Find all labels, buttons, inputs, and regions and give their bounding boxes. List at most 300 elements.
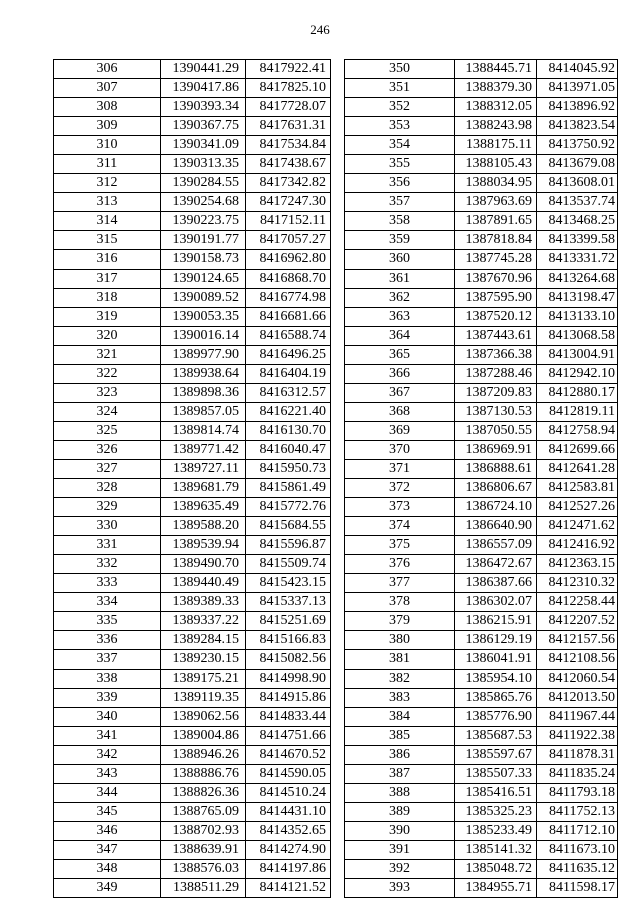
- point-number-cell: 374: [345, 517, 455, 536]
- x-coordinate-cell: 1390417.86: [161, 79, 246, 98]
- point-number-cell: 346: [54, 821, 161, 840]
- table-row: [345, 60, 618, 79]
- point-number-cell: 308: [54, 98, 161, 117]
- table-row: [54, 231, 331, 250]
- point-number-cell: 310: [54, 136, 161, 155]
- x-coordinate-cell: 1389814.74: [161, 421, 246, 440]
- table-row: [54, 879, 331, 898]
- y-coordinate-cell: 8412108.56: [537, 650, 618, 669]
- point-number-cell: 388: [345, 783, 455, 802]
- x-coordinate-cell: 1389389.33: [161, 593, 246, 612]
- table-row: [345, 555, 618, 574]
- table-row: [345, 326, 618, 345]
- table-row: [345, 364, 618, 383]
- x-coordinate-cell: 1390089.52: [161, 288, 246, 307]
- table-row: [345, 136, 618, 155]
- point-number-cell: 342: [54, 745, 161, 764]
- x-coordinate-cell: 1388946.26: [161, 745, 246, 764]
- table-row: [54, 307, 331, 326]
- point-number-cell: 311: [54, 155, 161, 174]
- point-number-cell: 368: [345, 402, 455, 421]
- table-row: [345, 859, 618, 878]
- y-coordinate-cell: 8412310.32: [537, 574, 618, 593]
- x-coordinate-cell: 1389727.11: [161, 459, 246, 478]
- x-coordinate-cell: 1386129.19: [455, 631, 537, 650]
- table-row: [345, 593, 618, 612]
- y-coordinate-cell: 8411752.13: [537, 802, 618, 821]
- x-coordinate-cell: 1390254.68: [161, 193, 246, 212]
- x-coordinate-cell: 1386302.07: [455, 593, 537, 612]
- x-coordinate-cell: 1389230.15: [161, 650, 246, 669]
- y-coordinate-cell: 8412258.44: [537, 593, 618, 612]
- y-coordinate-cell: 8413399.58: [537, 231, 618, 250]
- point-number-cell: 313: [54, 193, 161, 212]
- table-row: [54, 631, 331, 650]
- x-coordinate-cell: 1385048.72: [455, 859, 537, 878]
- x-coordinate-cell: 1385141.32: [455, 840, 537, 859]
- table-row: [345, 650, 618, 669]
- point-number-cell: 328: [54, 479, 161, 498]
- point-number-cell: 364: [345, 326, 455, 345]
- table-row: [54, 669, 331, 688]
- point-number-cell: 366: [345, 364, 455, 383]
- table-row: [345, 307, 618, 326]
- point-number-cell: 355: [345, 155, 455, 174]
- x-coordinate-cell: 1388886.76: [161, 764, 246, 783]
- y-coordinate-cell: 8412060.54: [537, 669, 618, 688]
- x-coordinate-cell: 1387670.96: [455, 269, 537, 288]
- point-number-cell: 381: [345, 650, 455, 669]
- x-coordinate-cell: 1390016.14: [161, 326, 246, 345]
- x-coordinate-cell: 1387963.69: [455, 193, 537, 212]
- point-number-cell: 326: [54, 440, 161, 459]
- x-coordinate-cell: 1385233.49: [455, 821, 537, 840]
- y-coordinate-cell: 8416040.47: [246, 440, 331, 459]
- point-number-cell: 319: [54, 307, 161, 326]
- x-coordinate-cell: 1388702.93: [161, 821, 246, 840]
- y-coordinate-cell: 8412527.26: [537, 498, 618, 517]
- x-coordinate-cell: 1388105.43: [455, 155, 537, 174]
- y-coordinate-cell: 8412363.15: [537, 555, 618, 574]
- x-coordinate-cell: 1388826.36: [161, 783, 246, 802]
- point-number-cell: 323: [54, 383, 161, 402]
- table-row: [54, 326, 331, 345]
- table-row: [345, 383, 618, 402]
- y-coordinate-cell: 8414751.66: [246, 726, 331, 745]
- x-coordinate-cell: 1388379.30: [455, 79, 537, 98]
- point-number-cell: 359: [345, 231, 455, 250]
- table-row: [54, 193, 331, 212]
- table-row: [345, 193, 618, 212]
- x-coordinate-cell: 1387209.83: [455, 383, 537, 402]
- y-coordinate-cell: 8411598.17: [537, 879, 618, 898]
- y-coordinate-cell: 8415423.15: [246, 574, 331, 593]
- y-coordinate-cell: 8416588.74: [246, 326, 331, 345]
- table-row: [54, 155, 331, 174]
- point-number-cell: 358: [345, 212, 455, 231]
- table-row: [54, 60, 331, 79]
- y-coordinate-cell: 8414510.24: [246, 783, 331, 802]
- y-coordinate-cell: 8415251.69: [246, 612, 331, 631]
- point-number-cell: 384: [345, 707, 455, 726]
- y-coordinate-cell: 8411878.31: [537, 745, 618, 764]
- y-coordinate-cell: 8413468.25: [537, 212, 618, 231]
- y-coordinate-cell: 8414590.05: [246, 764, 331, 783]
- x-coordinate-cell: 1388765.09: [161, 802, 246, 821]
- y-coordinate-cell: 8414915.86: [246, 688, 331, 707]
- x-coordinate-cell: 1385954.10: [455, 669, 537, 688]
- x-coordinate-cell: 1387891.65: [455, 212, 537, 231]
- point-number-cell: 330: [54, 517, 161, 536]
- point-number-cell: 331: [54, 536, 161, 555]
- y-coordinate-cell: 8415082.56: [246, 650, 331, 669]
- point-number-cell: 340: [54, 707, 161, 726]
- point-number-cell: 389: [345, 802, 455, 821]
- y-coordinate-cell: 8417438.67: [246, 155, 331, 174]
- point-number-cell: 354: [345, 136, 455, 155]
- y-coordinate-cell: 8417152.11: [246, 212, 331, 231]
- x-coordinate-cell: 1389062.56: [161, 707, 246, 726]
- table-row: [54, 479, 331, 498]
- table-row: [345, 117, 618, 136]
- table-row: [345, 745, 618, 764]
- x-coordinate-cell: 1390393.34: [161, 98, 246, 117]
- table-row: [345, 688, 618, 707]
- table-row: [345, 879, 618, 898]
- table-row: [345, 802, 618, 821]
- table-row: [54, 593, 331, 612]
- y-coordinate-cell: 8413537.74: [537, 193, 618, 212]
- point-number-cell: 316: [54, 250, 161, 269]
- point-number-cell: 356: [345, 174, 455, 193]
- x-coordinate-cell: 1385776.90: [455, 707, 537, 726]
- table-row: [54, 726, 331, 745]
- x-coordinate-cell: 1390191.77: [161, 231, 246, 250]
- table-row: [345, 98, 618, 117]
- y-coordinate-cell: 8413331.72: [537, 250, 618, 269]
- point-number-cell: 351: [345, 79, 455, 98]
- y-coordinate-cell: 8414197.86: [246, 859, 331, 878]
- table-row: [54, 98, 331, 117]
- point-number-cell: 372: [345, 479, 455, 498]
- y-coordinate-cell: 8413896.92: [537, 98, 618, 117]
- table-row: [345, 79, 618, 98]
- table-row: [345, 612, 618, 631]
- point-number-cell: 360: [345, 250, 455, 269]
- x-coordinate-cell: 1386640.90: [455, 517, 537, 536]
- table-row: [54, 517, 331, 536]
- point-number-cell: 348: [54, 859, 161, 878]
- point-number-cell: 369: [345, 421, 455, 440]
- y-coordinate-cell: 8417342.82: [246, 174, 331, 193]
- y-coordinate-cell: 8413823.54: [537, 117, 618, 136]
- y-coordinate-cell: 8416681.66: [246, 307, 331, 326]
- table-row: [54, 402, 331, 421]
- point-number-cell: 335: [54, 612, 161, 631]
- table-row: [54, 707, 331, 726]
- table-row: [345, 764, 618, 783]
- x-coordinate-cell: 1385865.76: [455, 688, 537, 707]
- x-coordinate-cell: 1387443.61: [455, 326, 537, 345]
- x-coordinate-cell: 1385597.67: [455, 745, 537, 764]
- x-coordinate-cell: 1388243.98: [455, 117, 537, 136]
- y-coordinate-cell: 8415950.73: [246, 459, 331, 478]
- table-row: [54, 136, 331, 155]
- x-coordinate-cell: 1389635.49: [161, 498, 246, 517]
- x-coordinate-cell: 1388639.91: [161, 840, 246, 859]
- x-coordinate-cell: 1387130.53: [455, 402, 537, 421]
- table-row: [345, 840, 618, 859]
- point-number-cell: 392: [345, 859, 455, 878]
- x-coordinate-cell: 1390124.65: [161, 269, 246, 288]
- point-number-cell: 344: [54, 783, 161, 802]
- y-coordinate-cell: 8413133.10: [537, 307, 618, 326]
- table-row: [54, 269, 331, 288]
- y-coordinate-cell: 8414352.65: [246, 821, 331, 840]
- table-row: [345, 345, 618, 364]
- y-coordinate-cell: 8413608.01: [537, 174, 618, 193]
- table-row: [54, 421, 331, 440]
- table-row: [54, 117, 331, 136]
- y-coordinate-cell: 8413198.47: [537, 288, 618, 307]
- point-number-cell: 349: [54, 879, 161, 898]
- point-number-cell: 357: [345, 193, 455, 212]
- table-row: [345, 174, 618, 193]
- y-coordinate-cell: 8416221.40: [246, 402, 331, 421]
- x-coordinate-cell: 1388175.11: [455, 136, 537, 155]
- table-row: [345, 536, 618, 555]
- table-row: [54, 574, 331, 593]
- x-coordinate-cell: 1387366.38: [455, 345, 537, 364]
- y-coordinate-cell: 8413971.05: [537, 79, 618, 98]
- y-coordinate-cell: 8417247.30: [246, 193, 331, 212]
- y-coordinate-cell: 8412583.81: [537, 479, 618, 498]
- table-row: [345, 212, 618, 231]
- y-coordinate-cell: 8414998.90: [246, 669, 331, 688]
- x-coordinate-cell: 1389938.64: [161, 364, 246, 383]
- point-number-cell: 322: [54, 364, 161, 383]
- x-coordinate-cell: 1386724.10: [455, 498, 537, 517]
- x-coordinate-cell: 1384955.71: [455, 879, 537, 898]
- x-coordinate-cell: 1387595.90: [455, 288, 537, 307]
- table-row: [54, 764, 331, 783]
- y-coordinate-cell: 8411673.10: [537, 840, 618, 859]
- point-number-cell: 385: [345, 726, 455, 745]
- table-row: [345, 669, 618, 688]
- y-coordinate-cell: 8412880.17: [537, 383, 618, 402]
- y-coordinate-cell: 8415596.87: [246, 536, 331, 555]
- point-number-cell: 334: [54, 593, 161, 612]
- x-coordinate-cell: 1389119.35: [161, 688, 246, 707]
- table-row: [54, 859, 331, 878]
- y-coordinate-cell: 8417825.10: [246, 79, 331, 98]
- y-coordinate-cell: 8412699.66: [537, 440, 618, 459]
- y-coordinate-cell: 8417534.84: [246, 136, 331, 155]
- x-coordinate-cell: 1389977.90: [161, 345, 246, 364]
- y-coordinate-cell: 8416774.98: [246, 288, 331, 307]
- y-coordinate-cell: 8411635.12: [537, 859, 618, 878]
- point-number-cell: 337: [54, 650, 161, 669]
- point-number-cell: 380: [345, 631, 455, 650]
- point-number-cell: 393: [345, 879, 455, 898]
- point-number-cell: 318: [54, 288, 161, 307]
- y-coordinate-cell: 8411712.10: [537, 821, 618, 840]
- point-number-cell: 315: [54, 231, 161, 250]
- y-coordinate-cell: 8415861.49: [246, 479, 331, 498]
- table-row: [54, 555, 331, 574]
- point-number-cell: 317: [54, 269, 161, 288]
- point-number-cell: 324: [54, 402, 161, 421]
- y-coordinate-cell: 8412157.56: [537, 631, 618, 650]
- point-number-cell: 376: [345, 555, 455, 574]
- x-coordinate-cell: 1388034.95: [455, 174, 537, 193]
- point-number-cell: 333: [54, 574, 161, 593]
- table-row: [345, 726, 618, 745]
- table-row: [54, 174, 331, 193]
- x-coordinate-cell: 1387288.46: [455, 364, 537, 383]
- x-coordinate-cell: 1390313.35: [161, 155, 246, 174]
- x-coordinate-cell: 1387818.84: [455, 231, 537, 250]
- table-row: [345, 783, 618, 802]
- table-row: [54, 840, 331, 859]
- x-coordinate-cell: 1390284.55: [161, 174, 246, 193]
- x-coordinate-cell: 1386969.91: [455, 440, 537, 459]
- x-coordinate-cell: 1385325.23: [455, 802, 537, 821]
- table-row: [54, 440, 331, 459]
- point-number-cell: 365: [345, 345, 455, 364]
- x-coordinate-cell: 1387745.28: [455, 250, 537, 269]
- point-number-cell: 371: [345, 459, 455, 478]
- table-row: [54, 688, 331, 707]
- x-coordinate-cell: 1390367.75: [161, 117, 246, 136]
- y-coordinate-cell: 8417728.07: [246, 98, 331, 117]
- table-row: [54, 783, 331, 802]
- x-coordinate-cell: 1386888.61: [455, 459, 537, 478]
- y-coordinate-cell: 8412942.10: [537, 364, 618, 383]
- point-number-cell: 363: [345, 307, 455, 326]
- y-coordinate-cell: 8415166.83: [246, 631, 331, 650]
- point-number-cell: 306: [54, 60, 161, 79]
- x-coordinate-cell: 1389440.49: [161, 574, 246, 593]
- y-coordinate-cell: 8414045.92: [537, 60, 618, 79]
- point-number-cell: 338: [54, 669, 161, 688]
- y-coordinate-cell: 8412013.50: [537, 688, 618, 707]
- x-coordinate-cell: 1389337.22: [161, 612, 246, 631]
- point-number-cell: 373: [345, 498, 455, 517]
- x-coordinate-cell: 1389588.20: [161, 517, 246, 536]
- y-coordinate-cell: 8412819.11: [537, 402, 618, 421]
- table-row: [345, 269, 618, 288]
- x-coordinate-cell: 1387050.55: [455, 421, 537, 440]
- point-number-cell: 370: [345, 440, 455, 459]
- coordinate-table-left: [53, 59, 331, 898]
- y-coordinate-cell: 8413679.08: [537, 155, 618, 174]
- point-number-cell: 382: [345, 669, 455, 688]
- table-row: [345, 421, 618, 440]
- y-coordinate-cell: 8412641.28: [537, 459, 618, 478]
- x-coordinate-cell: 1385507.33: [455, 764, 537, 783]
- x-coordinate-cell: 1387520.12: [455, 307, 537, 326]
- table-row: [54, 745, 331, 764]
- y-coordinate-cell: 8416496.25: [246, 345, 331, 364]
- table-row: [345, 155, 618, 174]
- page-number: 246: [310, 22, 330, 37]
- x-coordinate-cell: 1386041.91: [455, 650, 537, 669]
- point-number-cell: 312: [54, 174, 161, 193]
- point-number-cell: 367: [345, 383, 455, 402]
- y-coordinate-cell: 8412471.62: [537, 517, 618, 536]
- y-coordinate-cell: 8415509.74: [246, 555, 331, 574]
- point-number-cell: 336: [54, 631, 161, 650]
- x-coordinate-cell: 1389004.86: [161, 726, 246, 745]
- point-number-cell: 352: [345, 98, 455, 117]
- y-coordinate-cell: 8411967.44: [537, 707, 618, 726]
- table-row: [345, 821, 618, 840]
- table-row: [54, 802, 331, 821]
- point-number-cell: 347: [54, 840, 161, 859]
- table-row: [54, 364, 331, 383]
- point-number-cell: 332: [54, 555, 161, 574]
- table-row: [345, 440, 618, 459]
- table-row: [345, 631, 618, 650]
- y-coordinate-cell: 8413264.68: [537, 269, 618, 288]
- y-coordinate-cell: 8414833.44: [246, 707, 331, 726]
- y-coordinate-cell: 8412207.52: [537, 612, 618, 631]
- table-row: [345, 517, 618, 536]
- table-row: [345, 479, 618, 498]
- x-coordinate-cell: 1385416.51: [455, 783, 537, 802]
- point-number-cell: 375: [345, 536, 455, 555]
- point-number-cell: 309: [54, 117, 161, 136]
- table-row: [54, 650, 331, 669]
- y-coordinate-cell: 8414121.52: [246, 879, 331, 898]
- y-coordinate-cell: 8416404.19: [246, 364, 331, 383]
- x-coordinate-cell: 1389490.70: [161, 555, 246, 574]
- x-coordinate-cell: 1389898.36: [161, 383, 246, 402]
- point-number-cell: 386: [345, 745, 455, 764]
- x-coordinate-cell: 1386387.66: [455, 574, 537, 593]
- point-number-cell: 377: [345, 574, 455, 593]
- x-coordinate-cell: 1390441.29: [161, 60, 246, 79]
- point-number-cell: 320: [54, 326, 161, 345]
- table-row: [345, 498, 618, 517]
- y-coordinate-cell: 8416868.70: [246, 269, 331, 288]
- table-row: [54, 612, 331, 631]
- table-row: [345, 459, 618, 478]
- table-row: [345, 402, 618, 421]
- y-coordinate-cell: 8415772.76: [246, 498, 331, 517]
- table-row: [345, 574, 618, 593]
- y-coordinate-cell: 8417922.41: [246, 60, 331, 79]
- point-number-cell: 339: [54, 688, 161, 707]
- x-coordinate-cell: 1389284.15: [161, 631, 246, 650]
- y-coordinate-cell: 8417057.27: [246, 231, 331, 250]
- point-number-cell: 327: [54, 459, 161, 478]
- y-coordinate-cell: 8417631.31: [246, 117, 331, 136]
- x-coordinate-cell: 1389175.21: [161, 669, 246, 688]
- point-number-cell: 353: [345, 117, 455, 136]
- y-coordinate-cell: 8413004.91: [537, 345, 618, 364]
- y-coordinate-cell: 8411793.18: [537, 783, 618, 802]
- x-coordinate-cell: 1388445.71: [455, 60, 537, 79]
- point-number-cell: 362: [345, 288, 455, 307]
- point-number-cell: 325: [54, 421, 161, 440]
- table-row: [54, 288, 331, 307]
- table-row: [54, 212, 331, 231]
- x-coordinate-cell: 1388511.29: [161, 879, 246, 898]
- point-number-cell: 379: [345, 612, 455, 631]
- point-number-cell: 343: [54, 764, 161, 783]
